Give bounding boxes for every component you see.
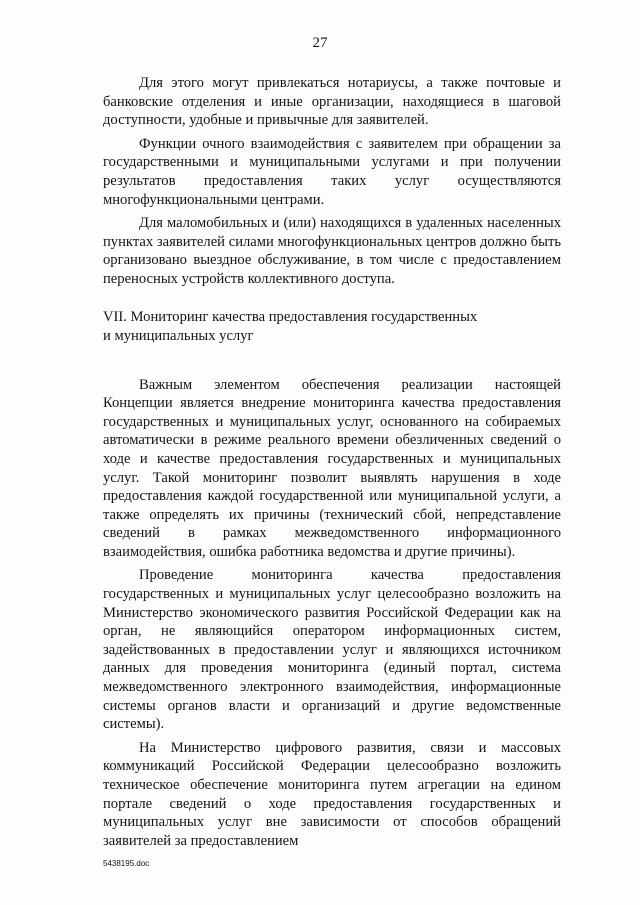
section-heading (103, 308, 561, 346)
section-paragraph-3: На Министерство цифрового развития, связи и массовых коммуникаций Российской Федерации целесообразно возложить техническое обеспечение мониторинга путем агрегации на едином портале сведений о ходе предоставления государственных и муниципальных услуг вне зависимости от способов обращений заявителей за предоставлением (103, 739, 561, 849)
paragraph-2: Функции очного взаимодействия с заявителем при обращении за государственными и муниципальными услугами и при получении результатов предоставления таких услуг осуществляются многофункциональными центрами. (103, 135, 561, 208)
footer-filename: 5438195.doc (103, 859, 150, 868)
section-paragraph-2: Проведение мониторинга качества предоставления государственных и муниципальных услуг целесообразно возложить на Министерство экономического развития Российской Федерации как на орган, не являющийся оператором информационных систем, задействованных в предоставлении услуг и являющихся источником данных для проведения мониторинга (единый портал, система межведомственного электронного взаимодействия, информационные системы органов власти и организаций и другие ведомственные системы). (103, 567, 561, 733)
section-heading-line-1: VII. Мониторинг качества предоставления государственных (103, 308, 478, 325)
section-heading-line-2: и муниципальных услуг (103, 327, 254, 344)
page-number: 27 (312, 35, 328, 51)
paragraph-1: Для этого могут привлекаться нотариусы, а также почтовые и банковские отделения и иные организации, находящиеся в шаговой доступности, удобные и привычные для заявителей. (103, 75, 561, 129)
document-body (103, 74, 561, 855)
paragraph-3: Для маломобильных и (или) находящихся в удаленных населенных пунктах заявителей силами многофункциональных центров должно быть организовано выездное обслуживание, в том числе с предоставлением переносных устройств коллективного доступа. (103, 215, 561, 287)
section-paragraph-1: Важным элементом обеспечения реализации настоящей Концепции является внедрение мониторинга качества предоставления государственных и муниципальных услуг, основанного на собираемых автоматически в режиме реального времени обезличенных сведений о ходе и качестве предоставления государственных и муниципальных услуг. Такой мониторинг позволит выявлять нарушения в ходе предоставления каждой государственной или муниципальной услуги, а также определять их причины (технический сбой, непредставление сведений в рамках межведомственного информационного взаимодействия, ошибка работника ведомства и другие причины). (103, 376, 561, 560)
